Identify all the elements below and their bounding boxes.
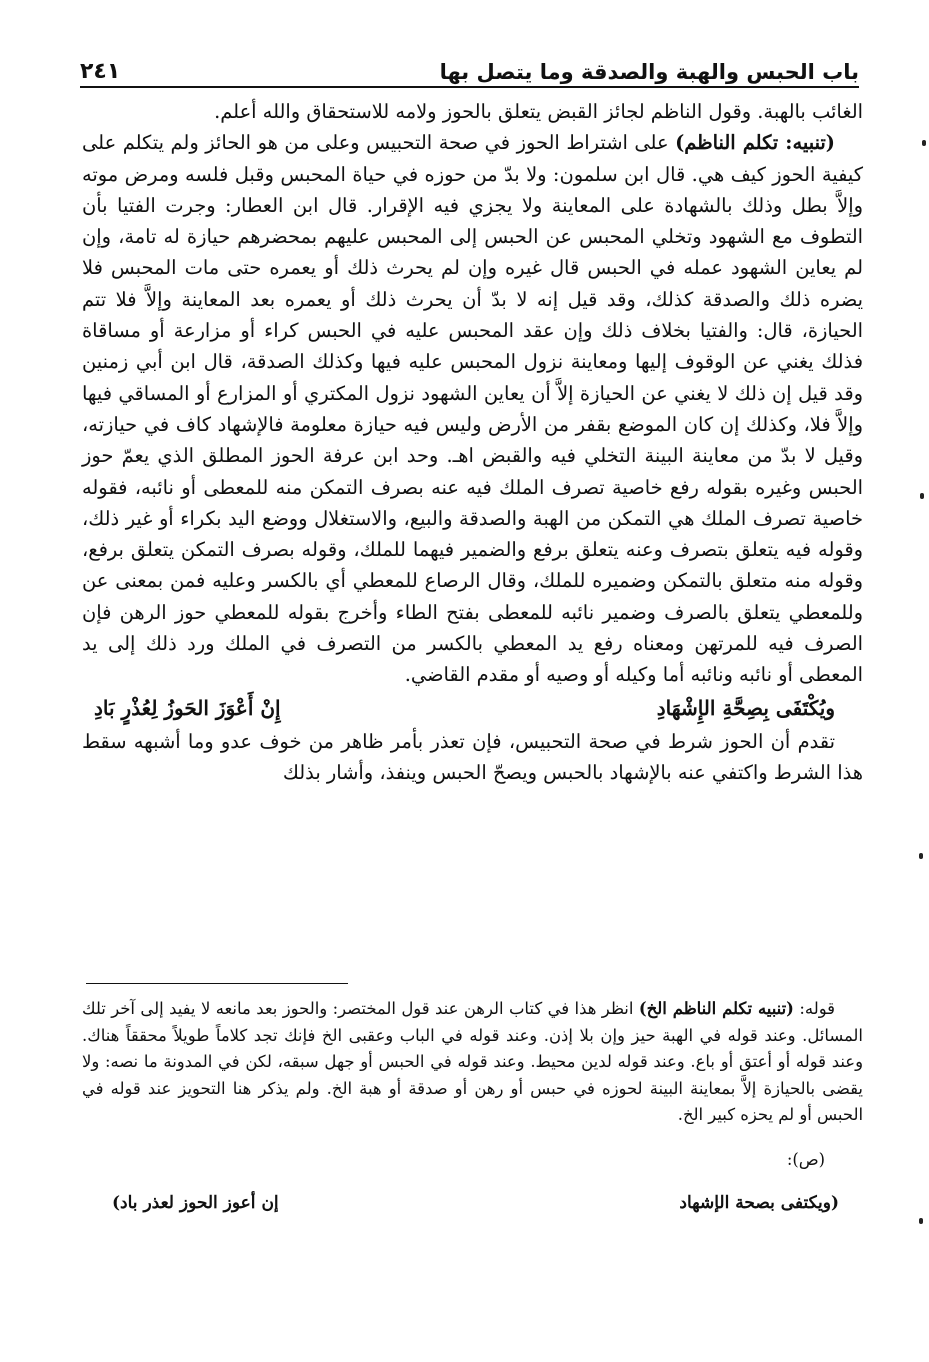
page-number: ٢٤١ [80,59,121,84]
footnotes [82,996,863,1216]
scan-speck [922,140,926,146]
page-header [80,44,859,88]
footnote-verse-line [82,1190,863,1217]
scan-speck [920,493,924,499]
verse-line [82,693,863,724]
footnote-separator [86,983,348,984]
chapter-title: باب الحبس والهبة والصدقة وما يتصل بها [439,60,859,84]
scan-speck [919,1218,923,1224]
footnote-paragraph [82,996,863,1129]
footnote-text: انظر هذا في كتاب الرهن عند قول المختصر: والحوز بعد مانعه لا يفيد إلى آخر تلك المسائل. وعند قوله في الهبة حيز وإن بلا إذن. وعند قوله في الباب وعقبى الخ فإنك تجد كلاماً طويلاً محققاً هناك. وعند قوله أو أعتق أو باع. وعند قوله لدين محيط. وعند قوله في الحبس أو جهل سبقه، لكن في المدونة ما نصه: ولا يقضى بالحيازة إلاَّ بمعاينة البينة لحوزه في حبس أو رهن أو صدقة أو هبة الخ. ولم يذكر هنا التحويز عند قوله في الحبس أو لم يحزه كبير الخ. [82,999,863,1125]
footnote-lead: (تنبيه تكلم الناظم الخ) [638,999,794,1018]
main-text [82,96,863,789]
footnote-verse-first-hemistich: (ويكتفى بصحة الإشهاد [679,1192,839,1213]
scan-speck [919,853,923,859]
paragraph-1: الغائب بالهبة. وقول الناظم لجائز القبض يتعلق بالحوز ولامه للاستحقاق والله أعلم. [214,100,863,123]
verse-first-hemistich: ويُكْتَفَى بِصِحَّةِ الإِشْهَادِ [656,695,835,720]
verse-second-hemistich: إِنْ أَعْوَزَ الحَوزُ لِعُذْرٍ بَادِ [94,695,281,720]
paragraph-2-lead: (تنبيه: تكلم الناظم) [675,131,835,155]
footnote-verse-second-hemistich: إن أعوز الحوز لعذر باد) [112,1192,279,1213]
paragraph-2 [82,127,863,690]
paragraph-3: تقدم أن الحوز شرط في صحة التحبيس، فإن تعذر بأمر ظاهر من خوف عدو وما أشبهه سقط هذا الشرط واكتفي عنه بالإشهاد بالحبس ويصحّ الحبس وينفذ، وأشار بذلك [82,729,863,785]
footnote-sad-marker: (ص): [786,1149,825,1169]
footnote-intro: قوله: [793,999,835,1018]
paragraph-2-text: على اشتراط الحوز في صحة التحبيس وعلى من هو الحائز ولم يتكلم على كيفية الحوز كيف هي. قال ابن سلمون: ولا بدّ من حوزه في حياة المحبس وقبل فلسه ومرض موته وإلاَّ بطل وذلك بالشهادة على المعاينة ولا يجزي فيه الإقرار. قال ابن العطار: وجرت الفتيا بأن التطوف مع الشهود وتخلي المحبس عن الحبس إلى المحبس عليهم بمحضرهم حيازة له تامة، وإن لم يعاين الشهود عمله في الحبس قال غيره وإن لم يحرث ذلك أو يعمره حتى مات المحبس فلا يضره ذلك والصدقة كذلك، وقد قيل إنه لا بدّ أن يحرث ذلك أو يعمره بعد المعاينة وإلاَّ فلا تتم الحيازة، قال: والفتيا بخلاف ذلك وإن عقد المحبس عليه في الحبس كراء أو مزارعة أو مساقاة فذلك يغني عن الوقوف إليها ومعاينة نزول المحبس عليه فيها وكذلك الصدقة، قال ابن أبي زمنين وقد قيل إن ذلك لا يغني عن الحيازة إلاَّ أن يعاين الشهود نزول المكتري أو المزارع أو المساقي فيها وإلاَّ فلا، وكذلك إن كان الموضع بقفر من الأرض وليس فيه حيازة معلومة فالإشهاد كاف في حيازته، وقيل لا بدّ من معاينة البينة التخلي فيه والقبض اهـ. وحد ابن عرفة الحوز المطلق الذي يعمّ حوز الحبس وغيره بقوله رفع خاصية تصرف الملك فيه عنه بصرف التمكن منه للمعطى أو نائبه، فقوله خاصية تصرف الملك هي التمكن من الهبة والصدقة والبيع، والاستغلال ووضع اليد بكراء أو غير ذلك، وقوله فيه يتعلق بتصرف وعنه يتعلق برفع والضمير فيهما للملك، وقوله بصرف التمكن يتعلق برفع، وقوله منه متعلق بالتمكن وضميره للملك، وقال الرصاع للمعطي أي بالكسر وعليه فمن بمعنى عن وللمعطي يتعلق بالصرف وضمير نائبه للمعطى بفتح الطاء وأخرج بقوله للمعطي حوز الرهن فإن الصرف فيه للمرتهن ومعناه رفع يد المعطي بالكسر من التصرف في الملك ورد ذلك إلى يد المعطى أو نائبه ونائبه أما وكيله أو وصيه أو مقدم القاضي. [82,131,863,687]
